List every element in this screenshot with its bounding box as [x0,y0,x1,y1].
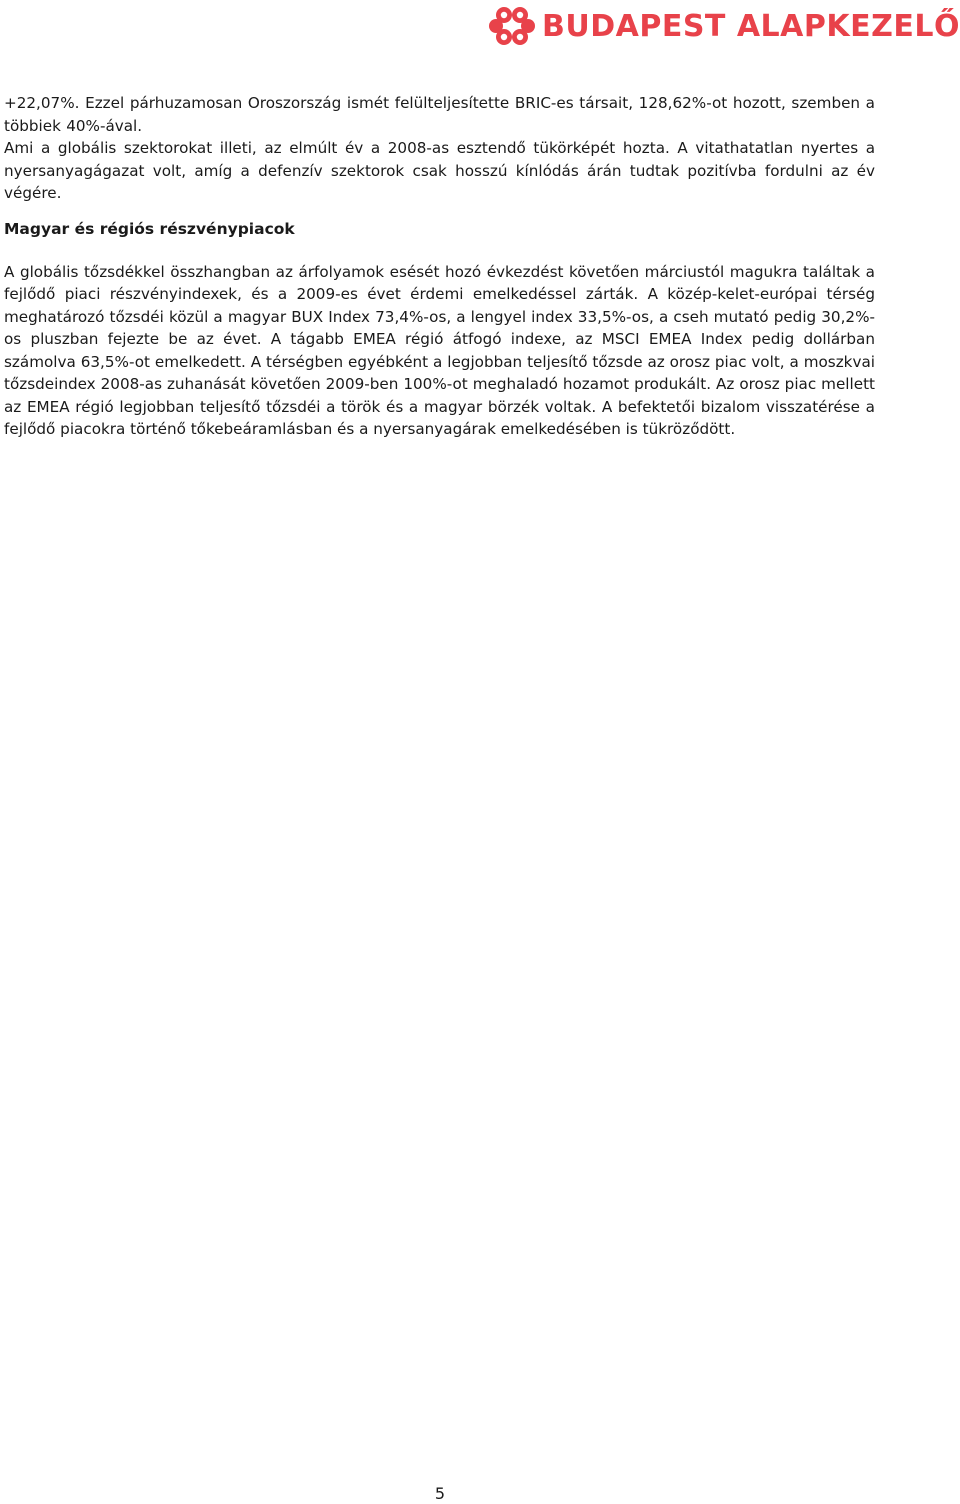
section-paragraph: A globális tőzsdékkel összhangban az árfolyamok esését hozó évkezdést követően márciustól magukra találtak a fejlődő piaci részvényindexek, és a 2009-es évet érdemi emelkedéssel zárták. A közép-kelet-európai térség meghatározó tőzsdéi közül a magyar BUX Index 73,4%-os, a lengyel index 33,5%-os, a cseh mutató pedig 30,2%-os pluszban fejezte be az évet. A tágabb EMEA régió átfogó indexe, az MSCI EMEA Index pedig dollárban számolva 63,5%-ot emelkedett. A térségben egyébként a legjobban teljesítő tőzsde az orosz piac volt, a moszkvai tőzsdeindex 2008-as zuhanását követően 2009-ben 100%-ot meghaladó hozamot produkált. Az orosz piac mellett az EMEA régió legjobban teljesítő tőzsdéi a török és a magyar börzék voltak. A befektetői bizalom visszatérése a fejlődő piacokra történő tőkebeáramlásban és a nyersanyagárak emelkedésében is tükröződött. [4,262,875,438]
budapest-logo-icon [488,4,536,48]
intro-line-1: +22,07%. Ezzel párhuzamosan Oroszország ismét felülteljesítette BRIC-es társait, 128,62%-ot hozott, szemben a többiek 40%-ával. [4,94,875,135]
document-body [4,92,875,441]
section-heading: Magyar és régiós részvénypiacok [4,219,295,238]
page-number: 5 [434,1484,446,1503]
intro-paragraph [4,92,875,205]
brand-name: BUDAPEST ALAPKEZELŐ [542,8,960,44]
page-header [488,4,960,48]
intro-line-2: Ami a globális szektorokat illeti, az elmúlt év a 2008-as esztendő tükörképét hozta. A vitathatatlan nyertes a nyersanyagágazat volt, amíg a defenzív szektorok csak hosszú kínlódás árán tudtak pozitívba fordulni az év végére. [4,139,875,202]
